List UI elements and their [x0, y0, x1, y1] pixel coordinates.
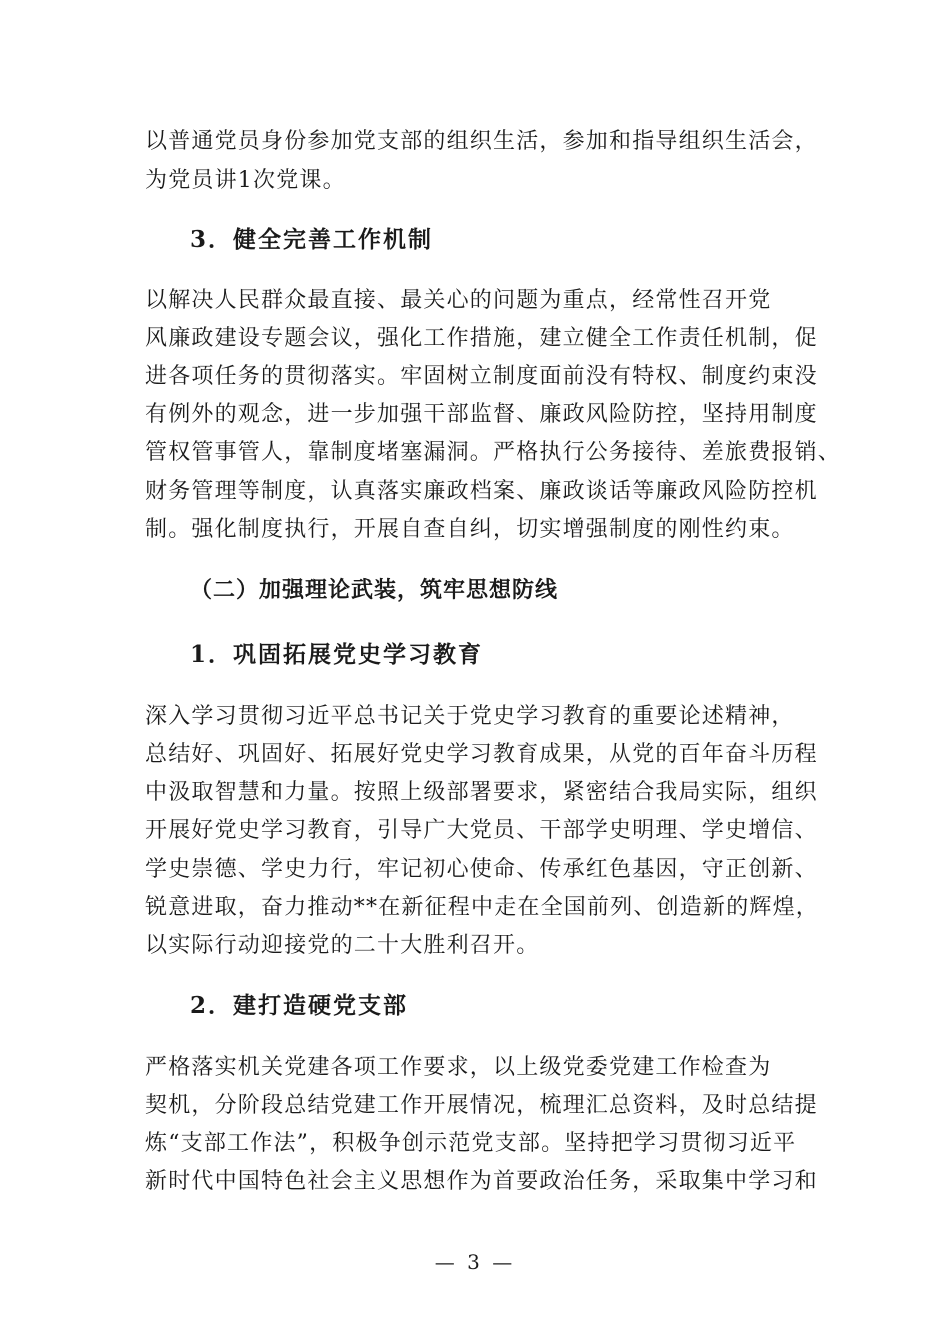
paragraph-line: 开展好党史学习教育，引导广大党员、干部学史明理、学史增信、 [145, 818, 818, 843]
paragraph-line: 有例外的观念，进一步加强干部监督、廉政风险防控，坚持用制度 [145, 402, 818, 427]
paragraph-line: 严格落实机关党建各项工作要求，以上级党委党建工作检查为 [145, 1055, 772, 1080]
page-number: — 3 — [434, 1250, 516, 1274]
paragraph-line: 制。强化制度执行，开展自查自纠，切实增强制度的刚性约束。 [145, 517, 795, 542]
section-heading: （二）加强理论武装，筑牢思想防线 [190, 577, 559, 603]
paragraph-line: 炼“支部工作法”，积极争创示范党支部。坚持把学习贯彻习近平 [145, 1131, 797, 1156]
paragraph-line: 中汲取智慧和力量。按照上级部署要求，紧密结合我局实际，组织 [145, 780, 818, 805]
paragraph-line: 进各项任务的贯彻落实。牢固树立制度面前没有特权、制度约束没 [145, 364, 818, 389]
paragraph-line: 深入学习贯彻习近平总书记关于党史学习教育的重要论述精神， [145, 704, 795, 729]
paragraph-line: 契机，分阶段总结党建工作开展情况，梳理汇总资料，及时总结提 [145, 1093, 818, 1118]
paragraph-line: 新时代中国特色社会主义思想作为首要政治任务，采取集中学习和 [145, 1169, 818, 1194]
paragraph-line: 锐意进取，奋力推动**在新征程中走在全国前列、创造新的辉煌， [145, 895, 820, 920]
paragraph-line: 以实际行动迎接党的二十大胜利召开。 [145, 933, 540, 958]
paragraph-line: 管权管事管人，靠制度堵塞漏洞。严格执行公务接待、差旅费报销、 [145, 440, 842, 465]
paragraph-line: 财务管理等制度，认真落实廉政档案、廉政谈话等廉政风险防控机 [145, 479, 818, 504]
paragraph-line: 总结好、巩固好、拓展好党史学习教育成果，从党的百年奋斗历程 [145, 742, 818, 767]
paragraph-line: 学史崇德、学史力行，牢记初心使命、传承红色基因，守正创新、 [145, 857, 818, 882]
subsection-heading: 1．巩固拓展党史学习教育 [190, 641, 484, 668]
paragraph-line: 风廉政建设专题会议，强化工作措施，建立健全工作责任机制，促 [145, 326, 818, 351]
subsection-heading: 2．建打造硬党支部 [190, 992, 409, 1019]
paragraph-line: 以解决人民群众最直接、最关心的问题为重点，经常性召开党 [145, 288, 772, 313]
subsection-heading: 3．健全完善工作机制 [190, 226, 434, 253]
paragraph-line: 为党员讲1次党课。 [145, 168, 346, 193]
paragraph-line: 以普通党员身份参加党支部的组织生活，参加和指导组织生活会， [145, 129, 818, 154]
